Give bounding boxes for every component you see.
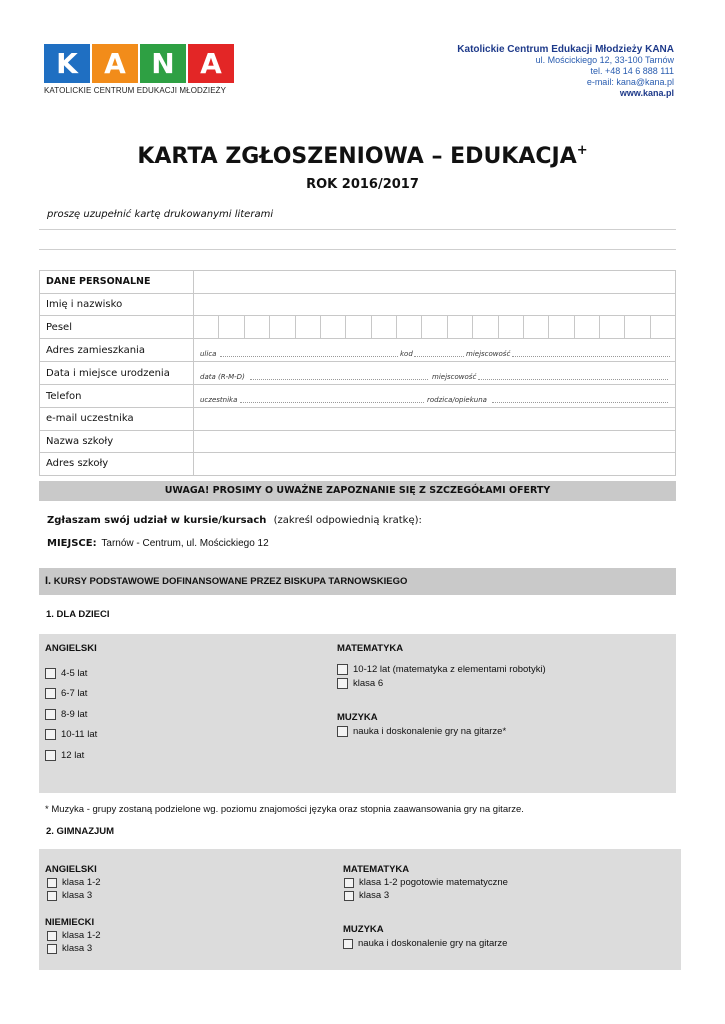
children-matematyka-label: MATEMATYKA xyxy=(337,643,404,654)
hint-kod: kod xyxy=(400,350,413,358)
option-row[interactable] xyxy=(45,704,97,725)
option-label: klasa 1-2 xyxy=(62,877,101,888)
pesel-digit[interactable] xyxy=(270,316,295,338)
place-label: MIEJSCE: xyxy=(47,538,97,549)
kana-logo xyxy=(44,44,234,83)
pesel-digit[interactable] xyxy=(473,316,498,338)
pesel-digit[interactable] xyxy=(219,316,244,338)
logo-letter-k: K xyxy=(44,44,90,83)
option-row[interactable] xyxy=(47,929,101,942)
section-1-numeral: I. xyxy=(45,575,52,587)
option-row[interactable] xyxy=(45,745,97,766)
hint-miejscowosc-birth: miejscowość xyxy=(432,373,477,381)
option-label: 6-7 lat xyxy=(61,688,88,700)
option-label: 10-12 lat (matematyka z elementami robotyki) xyxy=(353,664,546,675)
gim-muzyka-options xyxy=(343,937,507,950)
gim-niemiecki-options xyxy=(47,929,101,955)
option-row[interactable] xyxy=(344,889,508,902)
option-row[interactable] xyxy=(337,725,506,738)
option-row[interactable] xyxy=(47,876,101,889)
gim-matematyka-options xyxy=(344,876,508,902)
checkbox[interactable] xyxy=(337,726,348,737)
option-label: 12 lat xyxy=(61,749,85,761)
gimnazjum-courses-box xyxy=(39,849,681,970)
option-label: 8-9 lat xyxy=(61,708,88,720)
checkbox[interactable] xyxy=(45,709,56,720)
pesel-digit[interactable] xyxy=(600,316,625,338)
checkbox[interactable] xyxy=(45,729,56,740)
gim-angielski-options xyxy=(47,876,101,902)
logo-letter-a: A xyxy=(92,44,138,83)
input-birth[interactable] xyxy=(194,362,676,385)
personal-data-table xyxy=(39,270,676,476)
page-title xyxy=(0,143,725,169)
option-label: nauka i doskonalenie gry na gitarze* xyxy=(353,726,507,737)
checkbox[interactable] xyxy=(47,891,57,901)
pesel-digit[interactable] xyxy=(625,316,650,338)
logo-subtitle: KATOLICKIE CENTRUM EDUKACJI MŁODZIEŻY xyxy=(44,86,227,95)
option-label: klasa 1-2 pogotowie matematyczne xyxy=(359,877,508,888)
label-phone: Telefon xyxy=(40,385,194,408)
pesel-digit[interactable] xyxy=(296,316,321,338)
option-label: nauka i doskonalenie gry na gitarze xyxy=(358,938,508,949)
option-label: klasa 3 xyxy=(62,943,93,954)
checkbox[interactable] xyxy=(47,878,57,888)
gim-niemiecki-label: NIEMIECKI xyxy=(45,917,95,928)
personal-header: DANE PERSONALNE xyxy=(40,271,194,294)
option-row[interactable] xyxy=(343,937,507,950)
option-label: klasa 3 xyxy=(359,890,390,901)
label-address: Adres zamieszkania xyxy=(40,339,194,362)
pesel-digit[interactable] xyxy=(524,316,549,338)
checkbox[interactable] xyxy=(47,931,57,941)
title-superscript: + xyxy=(576,143,588,158)
pesel-digit[interactable] xyxy=(194,316,219,338)
pesel-digit[interactable] xyxy=(372,316,397,338)
instruction-text: proszę uzupełnić kartę drukowanymi literami xyxy=(47,209,274,220)
option-row[interactable] xyxy=(47,889,101,902)
gim-muzyka-label: MUZYKA xyxy=(343,924,384,935)
label-school-address: Adres szkoły xyxy=(40,453,194,476)
checkbox[interactable] xyxy=(337,678,348,689)
fill-line-1[interactable] xyxy=(39,229,676,230)
label-email: e-mail uczestnika xyxy=(40,408,194,431)
footnote: * Muzyka - grupy zostaną podzielone wg. poziomu znajomości języka oraz stopnia zaawansowania gry na gitarze. xyxy=(45,804,524,815)
input-school-address[interactable] xyxy=(194,453,676,476)
enroll-label: Zgłaszam swój udział w kursie/kursach xyxy=(47,515,267,526)
gim-angielski-label: ANGIELSKI xyxy=(45,864,97,875)
checkbox[interactable] xyxy=(344,878,354,888)
pesel-digit[interactable] xyxy=(549,316,574,338)
option-row[interactable] xyxy=(344,876,508,889)
option-row[interactable] xyxy=(47,942,101,955)
place-line xyxy=(47,538,269,549)
title-text: KARTA ZGŁOSZENIOWA – EDUKACJA xyxy=(137,144,577,169)
contact-website[interactable]: www.kana.pl xyxy=(619,88,674,98)
label-birth: Data i miejsce urodzenia xyxy=(40,362,194,385)
logo-letter-n: N xyxy=(140,44,186,83)
pesel-digit[interactable] xyxy=(321,316,346,338)
option-label: klasa 3 xyxy=(62,890,93,901)
children-angielski-label: ANGIELSKI xyxy=(45,643,97,654)
gimnazjum-heading: 2. GIMNAZJUM xyxy=(46,826,115,837)
hint-rodzica: rodzica/opiekuna xyxy=(427,396,487,404)
option-row[interactable] xyxy=(45,725,97,746)
input-phone[interactable] xyxy=(194,385,676,408)
label-name: Imię i nazwisko xyxy=(40,293,194,316)
contact-email[interactable]: e-mail: kana@kana.pl xyxy=(586,77,674,87)
option-row[interactable] xyxy=(337,677,546,690)
personal-header-blank xyxy=(194,271,676,294)
fill-line-2[interactable] xyxy=(39,249,676,250)
input-school[interactable] xyxy=(194,430,676,453)
children-matematyka-options xyxy=(337,663,546,690)
option-label: 4-5 lat xyxy=(61,667,88,679)
children-heading: 1. DLA DZIECI xyxy=(46,609,110,620)
enroll-hint: (zakreśl odpowiednią kratkę): xyxy=(273,515,422,526)
place-value: Tarnów - Centrum, ul. Mościckiego 12 xyxy=(101,538,269,549)
page-subtitle: ROK 2016/2017 xyxy=(306,177,419,192)
notice-banner: UWAGA! PROSIMY O UWAŻNE ZAPOZNANIE SIĘ Z SZCZEGÓŁAMI OFERTY xyxy=(39,481,676,501)
option-row[interactable] xyxy=(45,663,97,684)
hint-data: data (R-M-D) xyxy=(200,373,245,381)
logo-letter-a2: A xyxy=(188,44,234,83)
checkbox[interactable] xyxy=(344,891,354,901)
option-label: klasa 1-2 xyxy=(62,930,101,941)
pesel-digit[interactable] xyxy=(448,316,473,338)
label-school: Nazwa szkoły xyxy=(40,430,194,453)
option-label: 10-11 lat xyxy=(61,729,98,741)
checkbox[interactable] xyxy=(337,664,348,675)
input-address[interactable] xyxy=(194,339,676,362)
label-pesel: Pesel xyxy=(40,316,194,339)
option-row[interactable] xyxy=(45,684,97,705)
hint-ulica: ulica xyxy=(200,350,217,358)
gim-matematyka-label: MATEMATYKA xyxy=(343,864,410,875)
input-name[interactable] xyxy=(194,293,676,316)
hint-miejscowosc: miejscowość xyxy=(466,350,511,358)
option-label: klasa 6 xyxy=(353,678,384,689)
input-email[interactable] xyxy=(194,408,676,431)
input-pesel[interactable] xyxy=(194,316,676,339)
pesel-digit[interactable] xyxy=(346,316,371,338)
option-row[interactable] xyxy=(337,663,546,676)
section-1-header xyxy=(39,568,676,595)
pesel-digit[interactable] xyxy=(422,316,447,338)
checkbox[interactable] xyxy=(45,668,56,679)
children-angielski-options xyxy=(45,663,97,766)
pesel-digit[interactable] xyxy=(499,316,524,338)
contact-block xyxy=(457,44,674,99)
pesel-digit[interactable] xyxy=(245,316,270,338)
pesel-digit[interactable] xyxy=(397,316,422,338)
contact-org: Katolickie Centrum Edukacji Młodzieży KANA xyxy=(457,44,674,55)
enroll-line xyxy=(47,515,422,526)
section-1-title: KURSY PODSTAWOWE DOFINANSOWANE PRZEZ BISKUPA TARNOWSKIEGO xyxy=(53,576,408,587)
children-muzyka-options xyxy=(337,725,506,738)
checkbox[interactable] xyxy=(343,939,353,949)
pesel-cells[interactable] xyxy=(194,316,675,338)
contact-phone: tel. +48 14 6 888 111 xyxy=(590,66,674,76)
hint-uczestnika: uczestnika xyxy=(200,396,238,404)
children-courses-box xyxy=(39,634,676,793)
contact-address: ul. Mościckiego 12, 33-100 Tarnów xyxy=(535,55,674,65)
checkbox[interactable] xyxy=(45,688,56,699)
pesel-digit[interactable] xyxy=(651,316,675,338)
checkbox[interactable] xyxy=(47,944,57,954)
pesel-digit[interactable] xyxy=(575,316,600,338)
children-muzyka-label: MUZYKA xyxy=(337,712,378,723)
checkbox[interactable] xyxy=(45,750,56,761)
